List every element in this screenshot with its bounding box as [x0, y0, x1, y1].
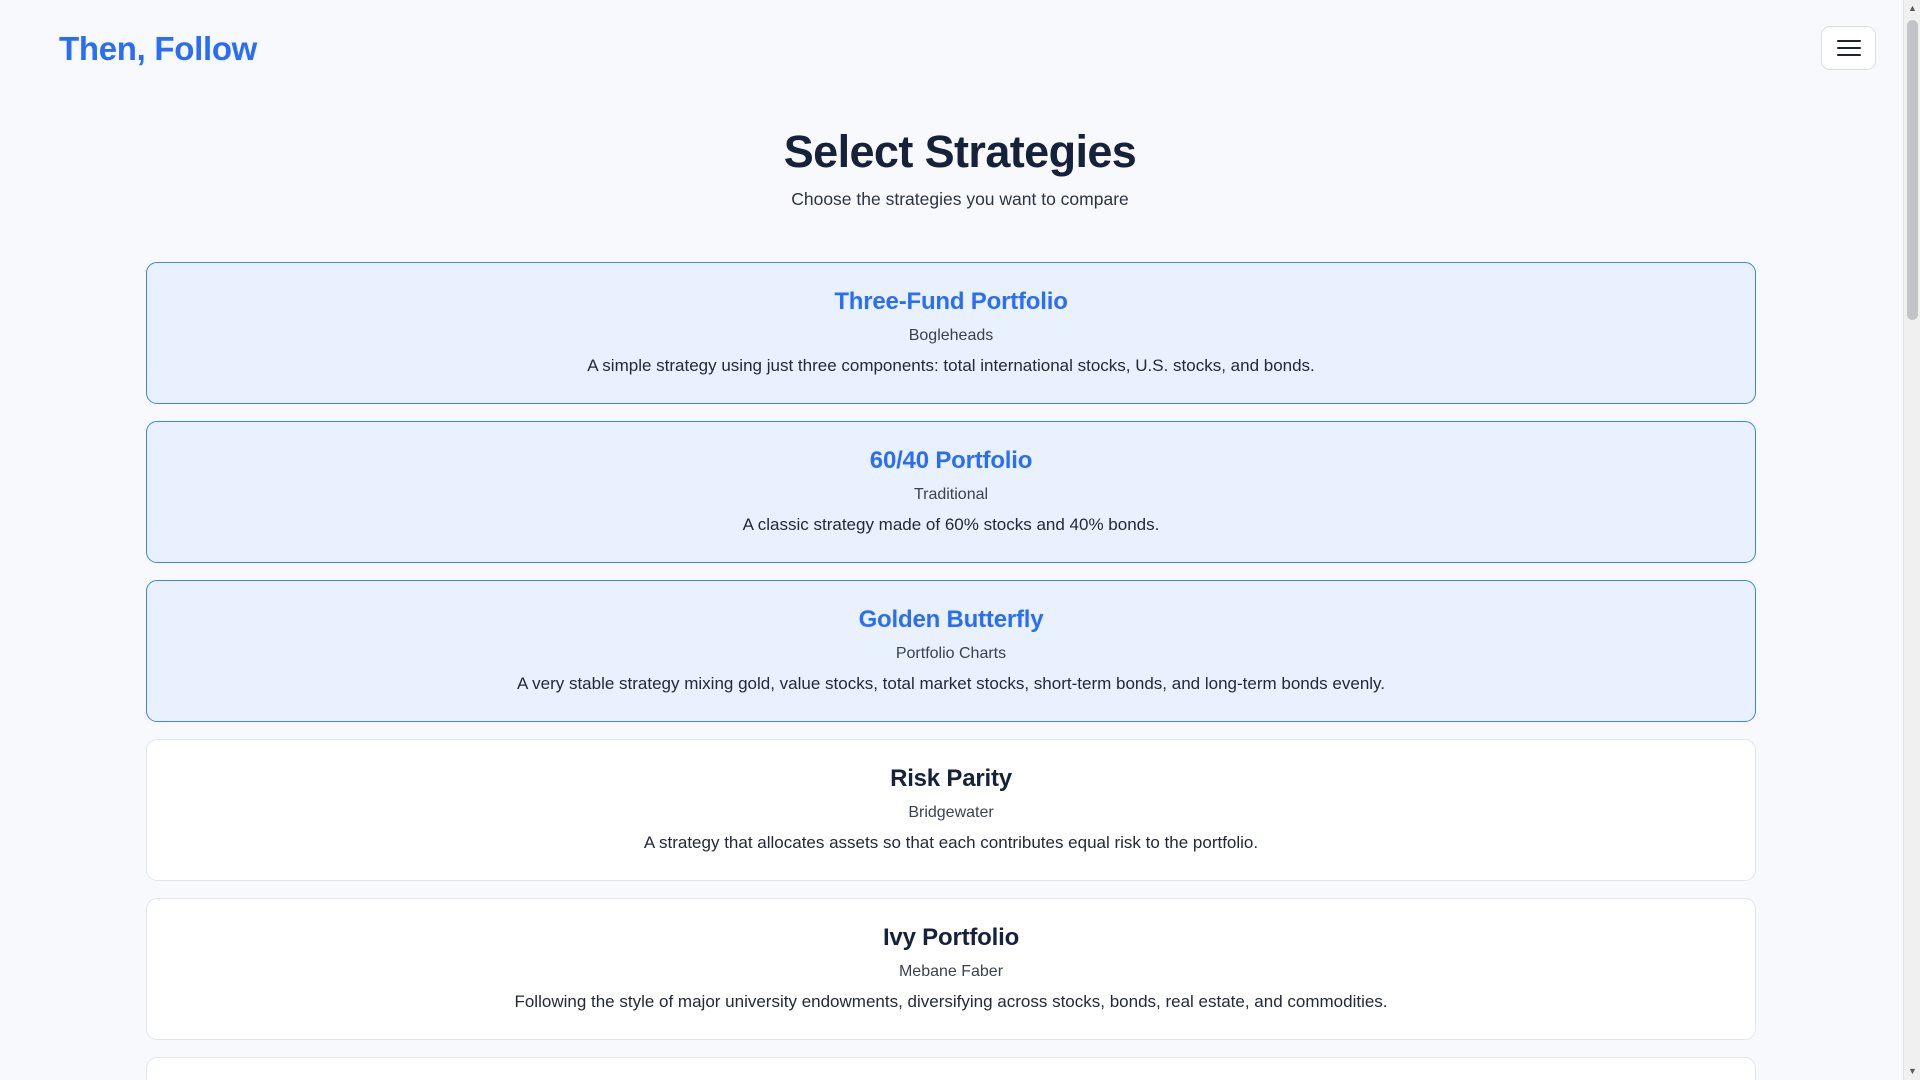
strategy-source: Bridgewater [908, 804, 994, 821]
page-subtitle: Choose the strategies you want to compare [791, 189, 1129, 209]
page-title: Select Strategies [783, 126, 1137, 177]
strategy-source: Portfolio Charts [895, 645, 1007, 662]
vertical-scrollbar[interactable] [1903, 0, 1920, 1080]
hamburger-menu-button[interactable] [1821, 26, 1876, 70]
hamburger-menu-icon [1837, 54, 1861, 56]
strategy-title: Risk Parity [890, 765, 1012, 792]
strategy-card[interactable] [146, 580, 1756, 722]
strategy-card[interactable] [146, 262, 1756, 404]
strategy-card[interactable] [146, 421, 1756, 563]
scrollbar-thumb[interactable] [1907, 20, 1918, 320]
strategy-source: Bogleheads [908, 327, 994, 344]
strategy-description: A simple strategy using just three components: total international stocks, U.S. stocks, and bonds. [587, 356, 1315, 375]
hamburger-menu-icon [1837, 47, 1861, 49]
strategy-title: 60/40 Portfolio [869, 447, 1033, 474]
strategy-description: A classic strategy made of 60% stocks and 40% bonds. [742, 515, 1160, 534]
strategy-description: A very stable strategy mixing gold, value stocks, total market stocks, short-term bonds, and long-term bonds evenly. [516, 674, 1386, 693]
strategy-list [146, 262, 1756, 1080]
strategy-description: Following the style of major university endowments, diversifying across stocks, bonds, real estate, and commodities. [514, 992, 1388, 1011]
hamburger-menu-icon [1837, 40, 1861, 42]
strategy-source: Mebane Faber [898, 963, 1004, 980]
scroll-down-arrow-icon[interactable]: ▼ [1908, 1066, 1917, 1076]
strategy-title: Ivy Portfolio [882, 924, 1020, 951]
strategy-card[interactable] [146, 739, 1756, 881]
strategy-source: Traditional [913, 486, 989, 503]
strategy-title: Three-Fund Portfolio [834, 288, 1068, 315]
scroll-up-arrow-icon[interactable]: ▲ [1908, 3, 1917, 13]
strategy-description: A strategy that allocates assets so that each contributes equal risk to the portfolio. [643, 833, 1259, 852]
app-brand-title: Then, Follow [59, 30, 258, 67]
strategy-card[interactable] [146, 898, 1756, 1040]
top-bar [0, 0, 1920, 104]
strategy-title: Golden Butterfly [858, 606, 1044, 633]
strategy-card[interactable] [146, 1057, 1756, 1080]
